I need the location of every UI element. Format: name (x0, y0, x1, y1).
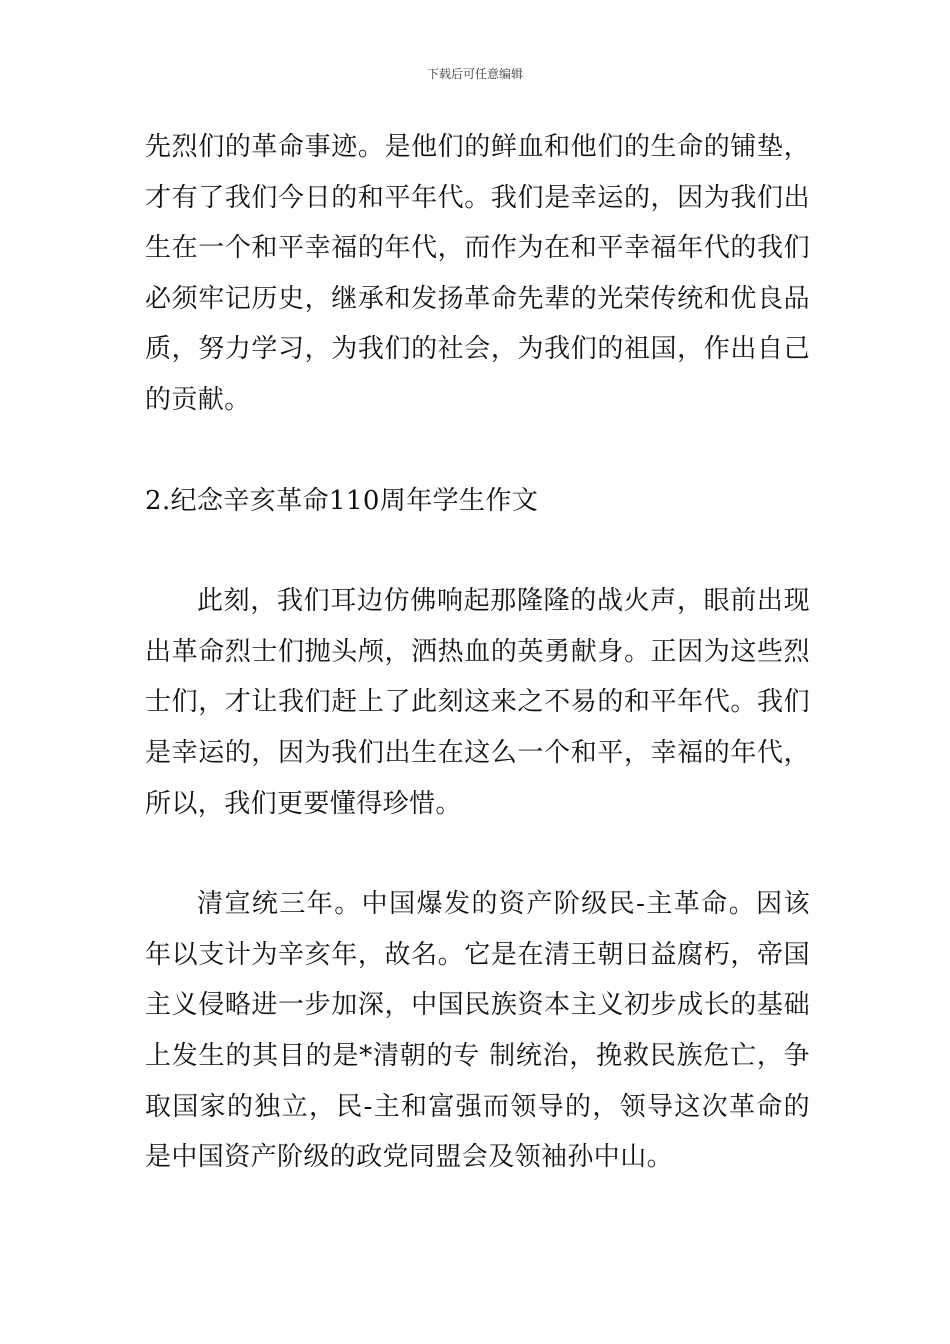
document-body (145, 122, 810, 1183)
section-heading: 2.纪念辛亥革命110周年学生作文 (145, 485, 539, 516)
paragraph-2: 此刻，我们耳边仿佛响起那隆隆的战火声，眼前出现出革命烈士们抛头颅，洒热血的英勇献身。正因为这些烈士们，才让我们赶上了此刻这来之不易的和平年代。我们是幸运的，因为我们出生在这么一个和平，幸福的年代，所以，我们更要懂得珍惜。 (145, 586, 810, 819)
page-header: 下载后可任意编辑 (426, 67, 523, 81)
paragraph-3: 清宣统三年。中国爆发的资产阶级民-主革命。因该年以支计为辛亥年，故名。它是在清王朝日益腐朽，帝国主义侵略进一步加深，中国民族资本主义初步成长的基础上发生的其目的是*清朝的专 制统治，挽救民族危亡，争取国家的独立，民-主和富强而领导的，领导这次革命的是中国资产阶级的政党同盟会及领袖孙中山。 (145, 889, 810, 1173)
paragraph-1: 先烈们的革命事迹。是他们的鲜血和他们的生命的铺垫，才有了我们今日的和平年代。我们是幸运的，因为我们出生在一个和平幸福的年代，而作为在和平幸福年代的我们必须牢记历史，继承和发扬革命先辈的光荣传统和优良品质，努力学习，为我们的社会，为我们的祖国，作出自己的贡献。 (145, 132, 810, 415)
